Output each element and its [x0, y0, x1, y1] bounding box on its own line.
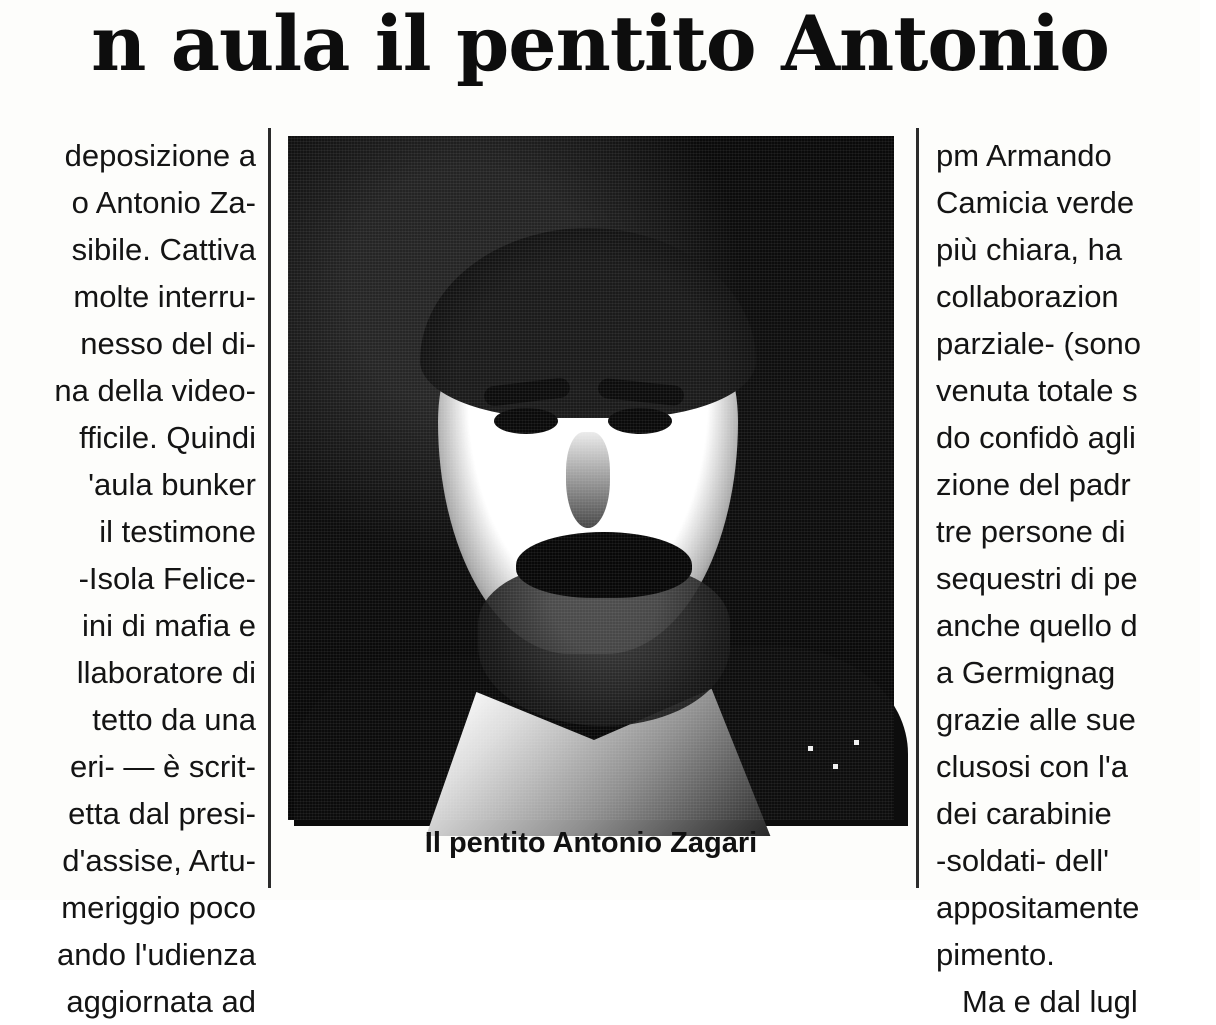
article-column-left: [0, 132, 256, 1025]
portrait-image: [288, 136, 894, 820]
text-line: sibile. Cattiva: [71, 232, 256, 267]
text-line: deposizione a: [64, 138, 256, 173]
text-line: -soldati- dell': [936, 843, 1110, 878]
text-line: più chiara, ha: [936, 232, 1123, 267]
text-line: d'assise, Artu-: [62, 843, 256, 878]
text-line: etta dal presi-: [68, 796, 256, 831]
text-line: nesso del di-: [80, 326, 256, 361]
text-line: pm Armando: [936, 138, 1112, 173]
text-line: clusosi con l'a: [936, 749, 1129, 784]
text-line: ini di mafia e: [81, 608, 256, 643]
text-line: -Isola Felice-: [78, 561, 256, 596]
column-rule-right: [916, 128, 919, 888]
text-line: zione del padr: [936, 467, 1131, 502]
text-line: a Germignag: [936, 655, 1116, 690]
text-line: Camicia verde: [936, 185, 1135, 220]
article-photo: [288, 136, 894, 820]
text-line: o Antonio Za-: [71, 185, 256, 220]
text-line: venuta totale s: [936, 373, 1138, 408]
text-line: tetto da una: [92, 702, 256, 737]
text-line: il testimone: [99, 514, 256, 549]
text-line: anche quello d: [936, 608, 1138, 643]
text-line: eri- — è scrit-: [70, 749, 256, 784]
text-line: grazie alle sue: [936, 702, 1136, 737]
text-line: pimento.: [936, 937, 1055, 972]
text-line: parziale- (sono: [936, 326, 1142, 361]
text-line: meriggio poco: [61, 890, 256, 925]
text-line: sequestri di pe: [936, 561, 1138, 596]
text-line: 'aula bunker: [88, 467, 256, 502]
text-line: appositamente: [936, 890, 1140, 925]
text-line: ando l'udienza: [57, 937, 256, 972]
text-line: molte interru-: [73, 279, 256, 314]
article-column-right: [936, 132, 1216, 1025]
text-line: Ma e dal lugl: [962, 984, 1138, 1019]
text-line: na della video-: [54, 373, 256, 408]
text-line: dei carabinie: [936, 796, 1112, 831]
text-line: collaborazion: [936, 279, 1119, 314]
photo-grain: [288, 136, 894, 820]
text-line: fficile. Quindi: [79, 420, 256, 455]
text-line: do confidò agli: [936, 420, 1136, 455]
page-title: n aula il pentito Antonio: [91, 0, 1109, 88]
text-line: tre persone di: [936, 514, 1126, 549]
column-rule-left: [268, 128, 271, 888]
text-line: llaboratore di: [76, 655, 256, 690]
text-line: aggiornata ad: [66, 984, 256, 1019]
photo-caption: Il pentito Antonio Zagari: [424, 827, 758, 859]
